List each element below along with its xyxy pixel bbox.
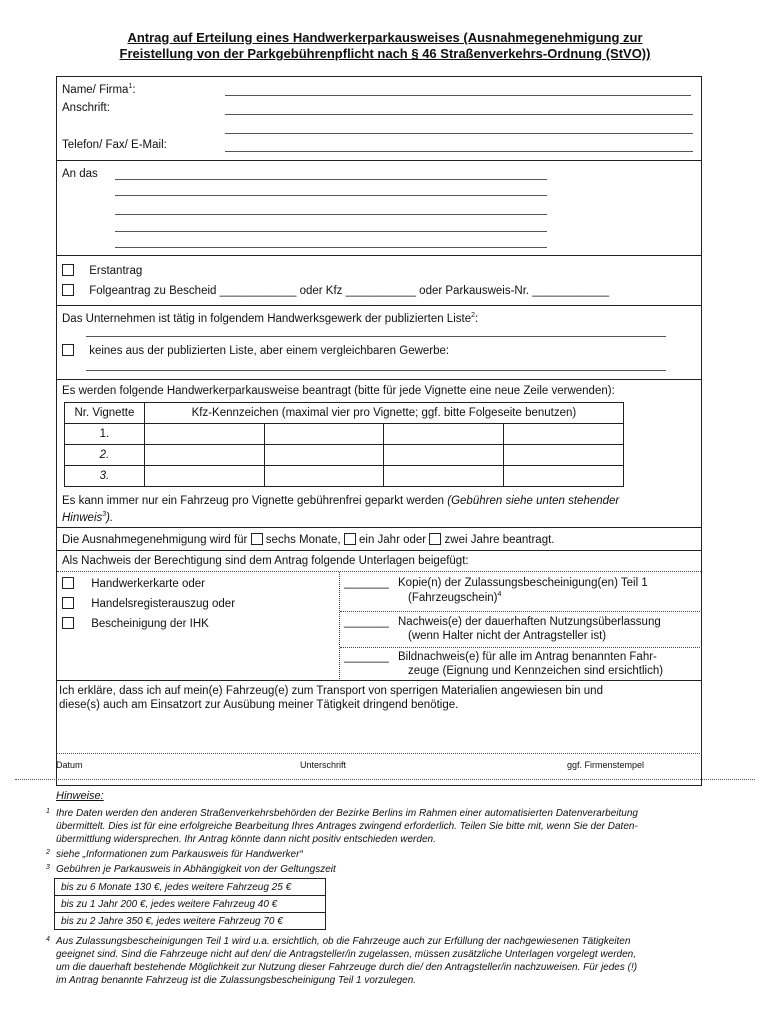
plate-cell[interactable] [144,445,264,466]
doc-photo-proof [340,648,702,681]
table-row [55,896,326,913]
duration-prefix: Die Ausnahmegenehmigung wird für [62,534,248,546]
address-label: Anschrift: [62,102,110,114]
doc-usage-blank[interactable]: _______ [344,616,389,628]
fee-table [54,878,326,930]
recipient-field-5[interactable] [115,247,547,248]
doc-register-checkbox[interactable] [62,597,74,609]
plate-cell[interactable] [384,424,504,445]
table-row [55,879,326,896]
duration-section [57,528,701,551]
duration-2y-checkbox[interactable] [429,533,441,545]
plate-cell[interactable] [384,445,504,466]
row-number: 3. [65,466,145,487]
plate-cell[interactable] [384,466,504,487]
form-title-line2: Freistellung von der Parkgebührenpflicht nach § 46 Straßenverkehrs-Ordnung (StVO)) [119,46,651,61]
doc-ihk-checkbox[interactable] [62,617,74,629]
plate-cell[interactable] [504,424,624,445]
doc-register-label: Handelsregisterauszug oder [91,598,236,610]
plate-cell[interactable] [144,424,264,445]
note-3: 3 Gebühren je Parkausweis in Abhängigkeit von der Geltungszeit [46,864,336,875]
duration-1y-label: ein Jahr oder [359,534,427,546]
table-row [65,466,624,487]
followup-vehicle-label: oder Kfz [299,285,343,297]
table-row [65,445,624,466]
col-plates-header: Kfz-Kennzeichen (maximal vier pro Vignette; ggf. bitte Folgeseite benutzen) [144,403,623,424]
note-4: 4 Aus Zulassungsbescheinigungen Teil 1 wird u.a. ersichtlich, ob die Fahrzeuge auch zur Erfüllung der nachgewiesenen Tätigkeiten geeignet sind. Sind die Fahrzeuge nicht auf den/ die Antragsteller/in zugelassen, müssen zusätzliche Unterlagen vorgelegt werden, um die dauerhaft bestehende Möglichkeit zur Nutzung dieser Fahrzeuge durch die/ den Antragsteller/in nachzuweisen. Für jedes (!) im Antrag benannte Fahrzeug ist die Zulassungsbescheinigung Teil 1 vorzulegen. [46,936,638,986]
recipient-field-1[interactable] [115,179,547,180]
followup-application-option [62,284,609,297]
followup-permit-field[interactable]: ____________ [532,285,610,297]
application-form [56,76,702,786]
doc-option-ihk [62,617,209,630]
doc-copy-line1: Kopie(n) der Zulassungsbescheinigung(en) Teil 1 [398,577,648,589]
form-title [60,30,710,62]
doc-usage-line1: Nachweis(e) der dauerhaften Nutzungsüberlassung [398,616,661,628]
fee-2y: bis zu 2 Jahre 350 €, jedes weitere Fahrzeug 70 € [55,913,326,930]
vignettes-intro: Es werden folgende Handwerkerparkausweise beantragt (bitte für jede Vignette eine neue Zeile verwenden): [62,385,615,397]
first-application-option [62,264,142,277]
trade-field[interactable] [86,336,666,337]
applicant-section [57,77,701,161]
trade-none-checkbox[interactable] [62,344,74,356]
followup-application-checkbox[interactable] [62,284,74,296]
signature-sign-label: Unterschrift [300,760,347,770]
trade-section [57,306,701,380]
recipient-field-3[interactable] [115,214,547,215]
doc-copy-registration [340,572,702,612]
doc-usage-line2: (wenn Halter nicht der Antragsteller ist) [408,630,607,642]
signature-stamp-label: ggf. Firmenstempel [567,760,645,770]
doc-craft-card-label: Handwerkerkarte oder [91,578,205,590]
recipient-section [57,161,701,256]
duration-6m-checkbox[interactable] [251,533,263,545]
plate-cell[interactable] [264,445,384,466]
notes-section [40,790,740,987]
declaration-text: Ich erkläre, dass ich auf mein(e) Fahrzeug(e) zum Transport von sperrigen Materialien angewiesen bin und diese(s) auch am Einsatzort zur Ausübung meiner Tätigkeit dringend benötige. [59,685,603,711]
plate-cell[interactable] [504,466,624,487]
duration-1y-checkbox[interactable] [344,533,356,545]
recipient-label: An das [62,168,98,180]
contact-field[interactable] [225,151,693,152]
doc-register-checkbox-wrap [62,598,74,610]
doc-craft-card-checkbox[interactable] [62,577,74,589]
form-title-line1: Antrag auf Erteilung eines Handwerkerparkausweises (Ausnahmegenehmigung zur [127,30,643,45]
documents-intro: Als Nachweis der Berechtigung sind dem Antrag folgende Unterlagen beigefügt: [62,555,469,567]
duration-2y-label: zwei Jahre beantragt. [444,534,555,546]
doc-ihk-label: Bescheinigung der IHK [91,618,209,630]
followup-vehicle-field[interactable]: ___________ [345,285,416,297]
doc-option-craft-card [62,577,205,590]
plate-cell[interactable] [504,445,624,466]
note-2: 2 siehe „Informationen zum Parkausweis für Handwerker“ [46,849,303,860]
address-field-2[interactable] [225,133,693,134]
duration-row [62,533,554,546]
plate-cell[interactable] [144,466,264,487]
signature-line[interactable] [56,753,702,754]
contact-label: Telefon/ Fax/ E-Mail: [62,139,167,151]
recipient-field-2[interactable] [115,195,547,196]
doc-copy-blank[interactable]: _______ [344,577,389,589]
name-label: Name/ Firma$^1$: [62,83,136,96]
first-application-label: Erstantrag [89,265,143,277]
table-row [55,913,326,930]
doc-copy-line2: (Fahrzeugschein)$^4$ [408,591,502,604]
fee-6m: bis zu 6 Monate 130 €, jedes weitere Fahrzeug 25 € [55,879,326,896]
doc-photo-line2: zeuge (Eignung und Kennzeichen sind ersichtlich) [408,665,664,677]
doc-photo-blank[interactable]: _______ [344,651,389,663]
application-type-section [57,256,701,306]
row-number: 1. [65,424,145,445]
followup-decision-field[interactable]: ____________ [219,285,297,297]
vignettes-section [57,380,701,528]
doc-option-register [62,597,235,610]
vignettes-table [64,402,624,487]
plate-cell[interactable] [264,466,384,487]
plate-cell[interactable] [264,424,384,445]
notes-heading: Hinweise: [56,790,104,802]
recipient-field-4[interactable] [115,231,547,232]
trade-none-option [62,344,449,357]
note-1: 1 Ihre Daten werden den anderen Straßenverkehrsbehörden der Bezirke Berlins im Rahmen einer automatisierten Datenverarbeitung übermittelt. Dies ist für eine erfolgreiche Bearbeitung Ihres Antrages zwingend erforderlich. Teilen Sie bitte mit, wenn Sie der Daten- übermittlung widersprechen. Ihr Antrag könnte dann nicht positiv entschieden werden. [46,808,638,845]
name-field[interactable] [225,95,691,96]
trade-statement: Das Unternehmen ist tätig in folgendem Handwerksgewerk der publizierten Liste$^2$: [62,312,479,325]
doc-usage-proof [340,612,702,648]
address-field-1[interactable] [225,114,693,115]
row-number: 2. [65,445,145,466]
doc-photo-line1: Bildnachweis(e) für alle im Antrag benannten Fahr- [398,651,657,663]
col-nr-header: Nr. Vignette [65,403,145,424]
followup-label: Folgeantrag zu Bescheid [89,285,217,297]
documents-intro-row [57,551,701,572]
vignettes-note: Es kann immer nur ein Fahrzeug pro Vignette gebührenfrei geparkt werden (Gebühren siehe unten stehender Hinweis$^3$). [62,495,620,524]
fee-1y: bis zu 1 Jahr 200 €, jedes weitere Fahrzeug 40 € [55,896,326,913]
documents-section [57,551,701,681]
vignettes-header-row [65,403,624,424]
signature-date-label: Datum [56,760,83,770]
duration-6m-label: sechs Monate, [265,534,341,546]
trade-other-field[interactable] [86,370,666,371]
followup-permit-label: oder Parkausweis-Nr. [419,285,530,297]
table-row [65,424,624,445]
first-application-checkbox[interactable] [62,264,74,276]
trade-none-label: keines aus der publizierten Liste, aber einem vergleichbaren Gewerbe: [89,345,450,357]
